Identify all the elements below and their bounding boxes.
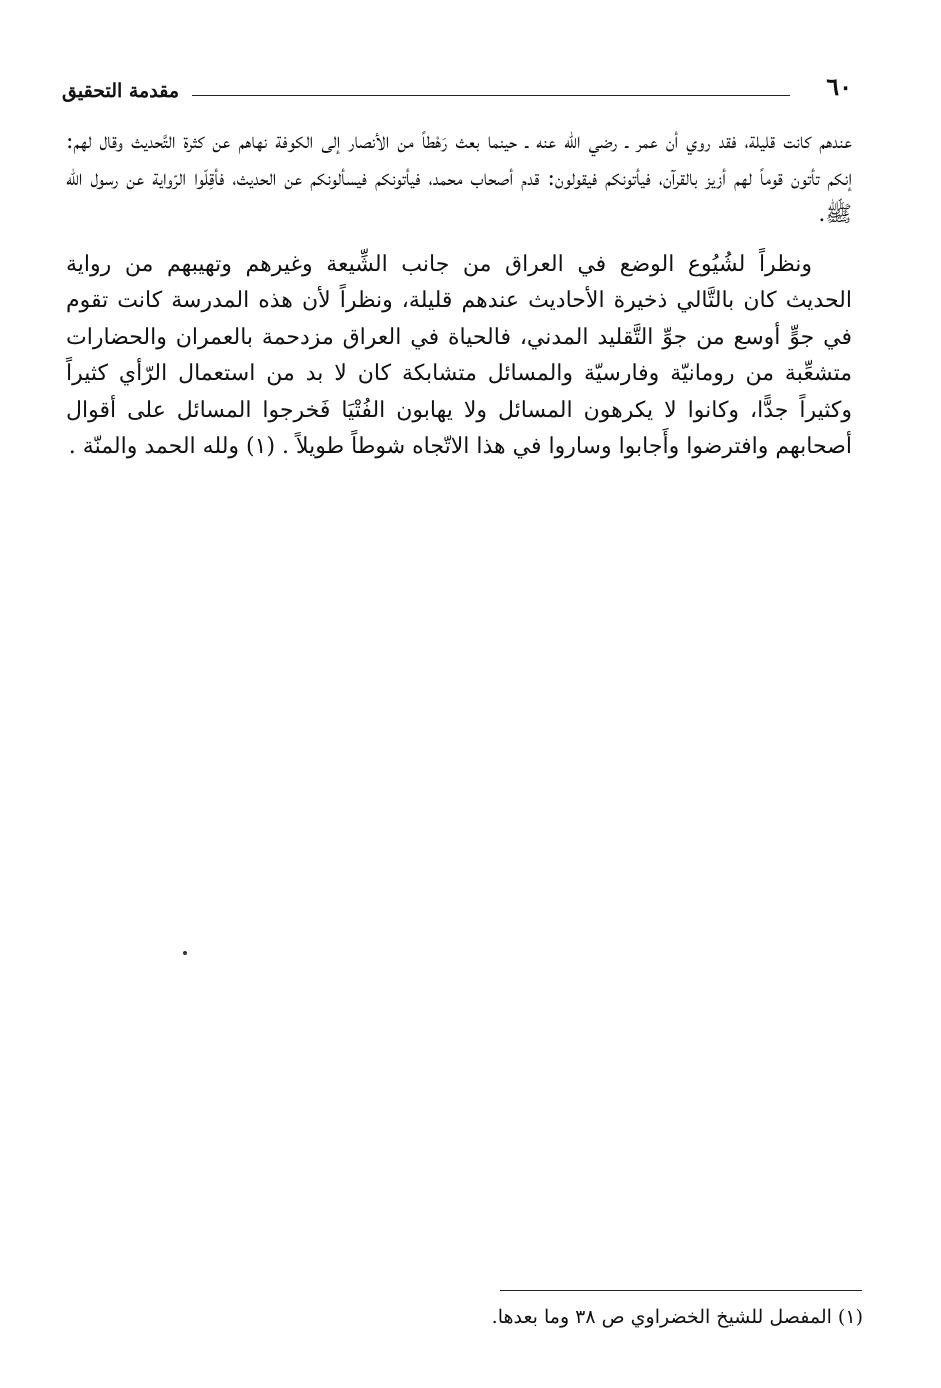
paragraph: ونظراً لشُيُوع الوضع في العراق من جانب الشِّيعة وغيرهم وتهيبهم من رواية الحديث كان بالتَّالي ذخيرة الأحاديث عندهم قليلة، ونظراً لأن هذه المدرسة كانت تقوم في جوٍّ أوسع من جوِّ التَّقليد المدني، فالحياة في العراق مزدحمة بالعمران والحضارات متشعِّبة من رومانيّة وفارسيّة والمسائل متشابكة كان لا بد من استعمال الرّأي كثيراً وكثيراً جدًّا، وكانوا لا يكرهون المسائل ولا يهابون الفُتْيَا فَخرجوا المسائل على أقوال أصحابهم وافترضوا وأَجابوا وساروا في هذا الاتّجاه شوطاً طويلاً . (١) ولله الحمد والمنّة .: [66, 251, 852, 459]
running-title: مقدمة التحقيق: [62, 80, 179, 102]
page-number: ٦٠: [826, 72, 852, 101]
paragraph: عندهم كانت قليلة، فقد روي أن عمر ـ رضي الله عنه ـ حينما بعث رَهْطاً من الأنصار إلى الكوفة نهاهم عن كثرة التَّحديث وقال لهم: إنكم تأتون قوماً لهم أزيز بالقرآن، فيأتونكم فيقولون: قدم أصحاب محمد، فيأتونكم فيسألونكم عن الحديث، فأقِلّوا الرّواية عن رسول الله ﷺ.: [66, 129, 852, 227]
footnote: (١) المفصل للشيخ الخضراوي ص ٣٨ وما بعدها.: [491, 1306, 863, 1328]
stray-dot: [183, 951, 187, 955]
footnote-rule: [500, 1290, 862, 1291]
header-rule: [192, 95, 790, 96]
page-header: [62, 72, 852, 108]
body-text: [66, 124, 852, 466]
